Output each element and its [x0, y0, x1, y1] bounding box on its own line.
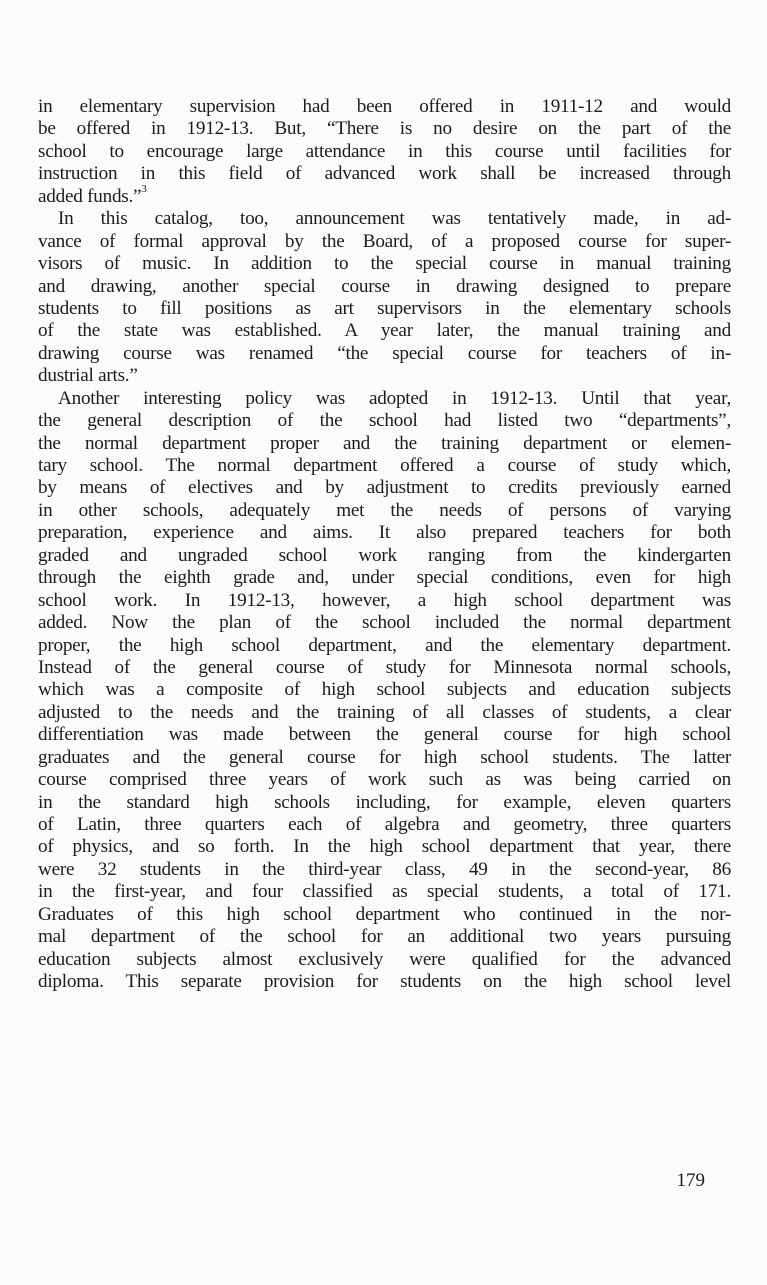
text-line [38, 949, 731, 971]
text-line-content: vance of formal approval by the Board, of a proposed course for super- [38, 230, 731, 252]
footnote-marker[interactable]: 3 [141, 183, 147, 196]
text-line [38, 859, 731, 881]
text-line [38, 814, 731, 836]
text-line [38, 320, 731, 342]
text-line-content: In this catalog, too, announcement was tentatively made, in ad- [58, 208, 731, 230]
text-line [38, 792, 731, 814]
text-line-content: added. Now the plan of the school included the normal department [38, 612, 731, 634]
text-line [38, 118, 731, 140]
page-number: 179 [676, 1170, 705, 1191]
text-line [38, 904, 731, 926]
text-line-content: by means of electives and by adjustment to credits previously earned [38, 477, 731, 499]
text-line [38, 971, 731, 993]
text-line-content: preparation, experience and aims. It also prepared teachers for both [38, 522, 731, 544]
text-line-content: mal department of the school for an additional two years pursuing [38, 926, 731, 948]
text-line [38, 343, 731, 365]
text-line-content: dustrial arts.” [38, 365, 138, 387]
text-line [38, 747, 731, 769]
text-line [38, 298, 731, 320]
text-line [38, 926, 731, 948]
text-line-content: in the first-year, and four classified as special students, a total of 171. [38, 881, 731, 903]
text-line [38, 545, 731, 567]
text-line [38, 388, 731, 410]
text-line-content: Another interesting policy was adopted in 1912-13. Until that year, [58, 387, 731, 409]
text-line-content: proper, the high school department, and the elementary department. [38, 634, 731, 656]
text-line-content: the general description of the school had listed two “departments”, [38, 410, 731, 432]
text-line [38, 208, 731, 230]
text-line-content: Graduates of this high school department who continued in the nor- [38, 903, 731, 925]
text-line-content: be offered in 1912-13. But, “There is no desire on the part of the [38, 118, 731, 140]
text-line [38, 724, 731, 746]
text-line-content: diploma. This separate provision for students on the high school level [38, 971, 731, 993]
text-line-content: of the state was established. A year later, the manual training and [38, 320, 731, 342]
text-line [38, 276, 731, 298]
text-line [38, 410, 731, 432]
text-line-content: education subjects almost exclusively were qualified for the advanced [38, 948, 731, 970]
text-line [38, 183, 731, 208]
text-line-content: adjusted to the needs and the training of all classes of students, a clear [38, 701, 731, 723]
text-line [38, 635, 731, 657]
text-line-content: visors of music. In addition to the special course in manual training [38, 253, 731, 275]
text-line [38, 657, 731, 679]
text-line [38, 612, 731, 634]
text-line [38, 141, 731, 163]
text-line-content: which was a composite of high school subjects and education subjects [38, 679, 731, 701]
text-line-content: school work. In 1912-13, however, a high school department was [38, 589, 731, 611]
text-line-content: in elementary supervision had been offered in 1911-12 and would [38, 96, 731, 117]
text-line-content: school to encourage large attendance in this course until facilities for [38, 140, 731, 162]
text-line [38, 500, 731, 522]
text-line-content: drawing course was renamed “the special course for teachers of in- [38, 342, 731, 364]
text-line [38, 590, 731, 612]
text-line [38, 769, 731, 791]
text-line-content: in the standard high schools including, for example, eleven quarters [38, 791, 731, 813]
text-line-content: of physics, and so forth. In the high school department that year, there [38, 836, 731, 858]
text-line [38, 96, 731, 118]
text-line-content: course comprised three years of work such as was being carried on [38, 769, 731, 791]
text-line-content: in other schools, adequately met the needs of persons of varying [38, 499, 731, 521]
text-line-content: the normal department proper and the training department or elemen- [38, 432, 731, 454]
text-line-content: graduates and the general course for high school students. The latter [38, 746, 731, 768]
text-line-content: of Latin, three quarters each of algebra and geometry, three quarters [38, 814, 731, 835]
text-line [38, 679, 731, 701]
body-text [38, 96, 731, 994]
text-line [38, 836, 731, 858]
text-line-content: differentiation was made between the general course for high school [38, 724, 731, 746]
text-line [38, 567, 731, 589]
text-line-content: students to fill positions as art supervisors in the elementary schools [38, 297, 731, 319]
text-line-content: through the eighth grade and, under special conditions, even for high [38, 567, 731, 589]
text-line-content: added funds.” [38, 185, 142, 207]
text-line [38, 433, 731, 455]
text-line-content: tary school. The normal department offered a course of study which, [38, 455, 731, 476]
text-line [38, 881, 731, 903]
text-line [38, 702, 731, 724]
text-line-content: were 32 students in the third-year class, 49 in the second-year, 86 [38, 858, 731, 880]
text-line-content: Instead of the general course of study for Minnesota normal schools, [38, 656, 731, 678]
text-line [38, 522, 731, 544]
text-line [38, 455, 731, 477]
text-line-content: and drawing, another special course in drawing designed to prepare [38, 275, 731, 297]
text-line [38, 231, 731, 253]
text-line-content: instruction in this field of advanced work shall be increased through [38, 163, 731, 185]
text-line [38, 477, 731, 499]
text-line [38, 365, 731, 387]
text-line-content: graded and ungraded school work ranging from the kindergarten [38, 544, 731, 566]
text-line [38, 253, 731, 275]
